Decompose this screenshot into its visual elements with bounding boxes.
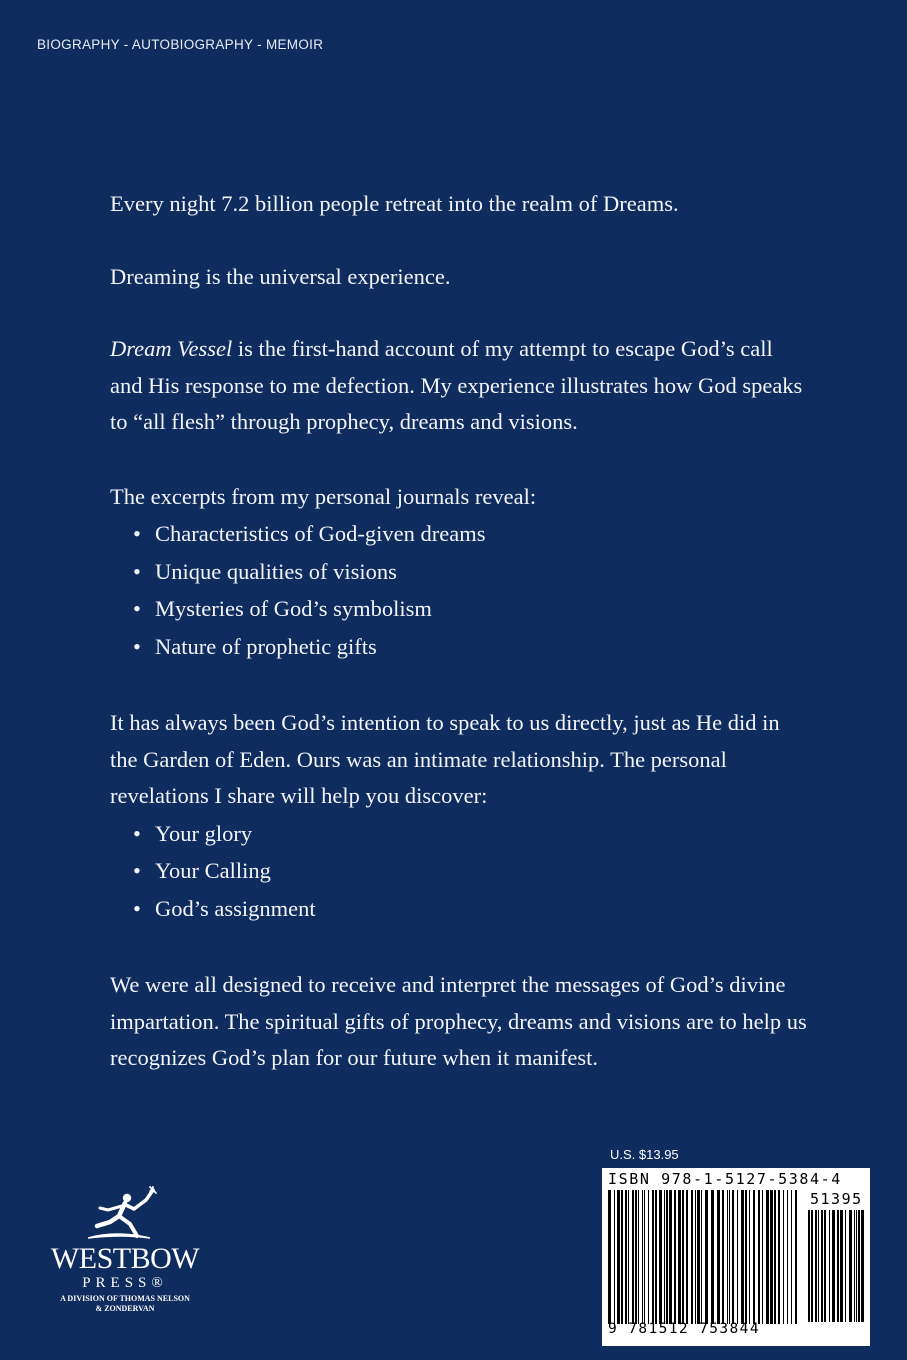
barcode-bar [762,1190,763,1324]
barcode-bar [856,1210,857,1322]
barcode-bar [840,1210,843,1322]
barcode-bar [758,1190,760,1324]
barcode-bar [861,1210,864,1322]
barcode-bar [682,1190,684,1324]
intro-line-1: Every night 7.2 billion people retreat into the realm of Dreams. [110,191,679,216]
list-item: • Your Calling [110,853,810,890]
barcode-bar [787,1190,788,1324]
barcode-bar [701,1190,702,1324]
barcode-bar [741,1190,744,1324]
list-item: • Mysteries of God’s symbolism [110,591,810,628]
list-item: • Your glory [110,816,810,853]
barcode-bar [811,1210,813,1322]
closing-paragraph: We were all designed to receive and interpret the messages of God’s divine impartation. The spiritual gifts of prophecy, dreams and visions are to help us recognizes God’s plan for our future when it manifest. [110,972,807,1070]
barcode-bar [732,1190,734,1324]
barcode-bar [778,1190,780,1324]
barcode-bar [795,1190,797,1324]
ean-bars [608,1190,802,1324]
barcode-bar [666,1190,668,1324]
barcode-bar [845,1210,846,1322]
barcode-bar [632,1190,634,1324]
barcode-bar [815,1210,817,1322]
back-cover-copy [110,186,810,1077]
barcode-bar [695,1190,696,1324]
barcode-bar [783,1190,784,1324]
barcode-bar [753,1190,755,1324]
barcode-bar [808,1210,810,1322]
barcode-bar [717,1190,720,1324]
barcode-bar [821,1210,823,1322]
barcode-bar [691,1190,693,1324]
publisher-division [28,1294,222,1314]
barcode-bar [766,1190,769,1324]
barcode-bar [614,1190,615,1324]
runner-figure-icon [88,1186,162,1244]
barcode-bar [729,1190,730,1324]
barcode-bar [858,1210,860,1322]
addon-digits: 51395 [810,1190,863,1208]
barcode-bar [628,1190,629,1324]
barcode-bar [711,1190,714,1324]
barcode-bar [617,1190,620,1324]
barcode-bar [705,1190,708,1324]
barcode-bar [644,1190,645,1324]
barcode-bar [608,1190,611,1324]
barcode-bar [832,1210,835,1322]
barcode-bar [727,1190,728,1324]
barcode-bar [745,1190,747,1324]
barcode-bar [854,1210,855,1322]
barcode-bar [642,1190,643,1324]
intention-paragraph: It has always been God’s intention to speak to us directly, just as He did in the Garden of Eden. Ours was an intimate relationship. The personal revelations I share will help you discover: [110,710,780,808]
barcode-bar [737,1190,738,1324]
barcode-bar [652,1190,654,1324]
barcode-bar [849,1210,852,1322]
barcode-bar [791,1190,792,1324]
barcode-bar [697,1190,700,1324]
barcode-bar [674,1190,676,1324]
category-label: BIOGRAPHY - AUTOBIOGRAPHY - MEMOIR [37,37,324,52]
publisher-press: PRESS® [82,1275,168,1291]
barcode-bar [625,1190,627,1324]
account-paragraph [110,331,810,441]
list-item: • God’s assignment [110,891,810,928]
barcode-bar [659,1190,662,1324]
price-label: U.S. $13.95 [610,1147,679,1162]
barcode-bar [678,1190,681,1324]
barcode-bar [648,1190,649,1324]
list-item: • Characteristics of God-given dreams [110,516,810,553]
barcode-bar [635,1190,637,1324]
barcode-bar [669,1190,672,1324]
list-item: • Nature of prophetic gifts [110,629,810,666]
barcode [602,1168,870,1346]
publisher-logo [28,1186,222,1326]
barcode-bar [722,1190,724,1324]
addon-bars [808,1210,864,1322]
list-item: • Unique qualities of visions [110,554,810,591]
barcode-bar [664,1190,665,1324]
publisher-name: WESTBOW [50,1242,200,1275]
isbn-text: ISBN 978-1-5127-5384-4 [608,1170,842,1188]
division-line-1: A DIVISION OF THOMAS NELSON [60,1294,190,1303]
journals-list [110,516,810,665]
ean-digits: 9 781512 753844 [608,1321,760,1337]
account-text: is the first-hand account of my attempt to escape God’s call and His response to me defection. My experience illustrates how God speaks to “all flesh” through prophecy, dreams and visions. [110,336,803,434]
division-line-2: & ZONDERVAN [95,1304,155,1313]
barcode-bar [749,1190,750,1324]
barcode-bar [824,1210,826,1322]
barcode-bar [829,1210,830,1322]
barcode-bar [638,1190,639,1324]
journals-lead: The excerpts from my personal journals reveal: [110,483,537,509]
barcode-bar [837,1210,839,1322]
barcode-bar [621,1190,623,1324]
barcode-bar [686,1190,688,1324]
intro-line-2: Dreaming is the universal experience. [110,263,451,289]
barcode-bar [774,1190,776,1324]
barcode-bar [770,1190,773,1324]
book-title: Dream Vessel [110,336,233,361]
barcode-bar [818,1210,819,1322]
barcode-bar [655,1190,657,1324]
intention-list [110,816,810,928]
